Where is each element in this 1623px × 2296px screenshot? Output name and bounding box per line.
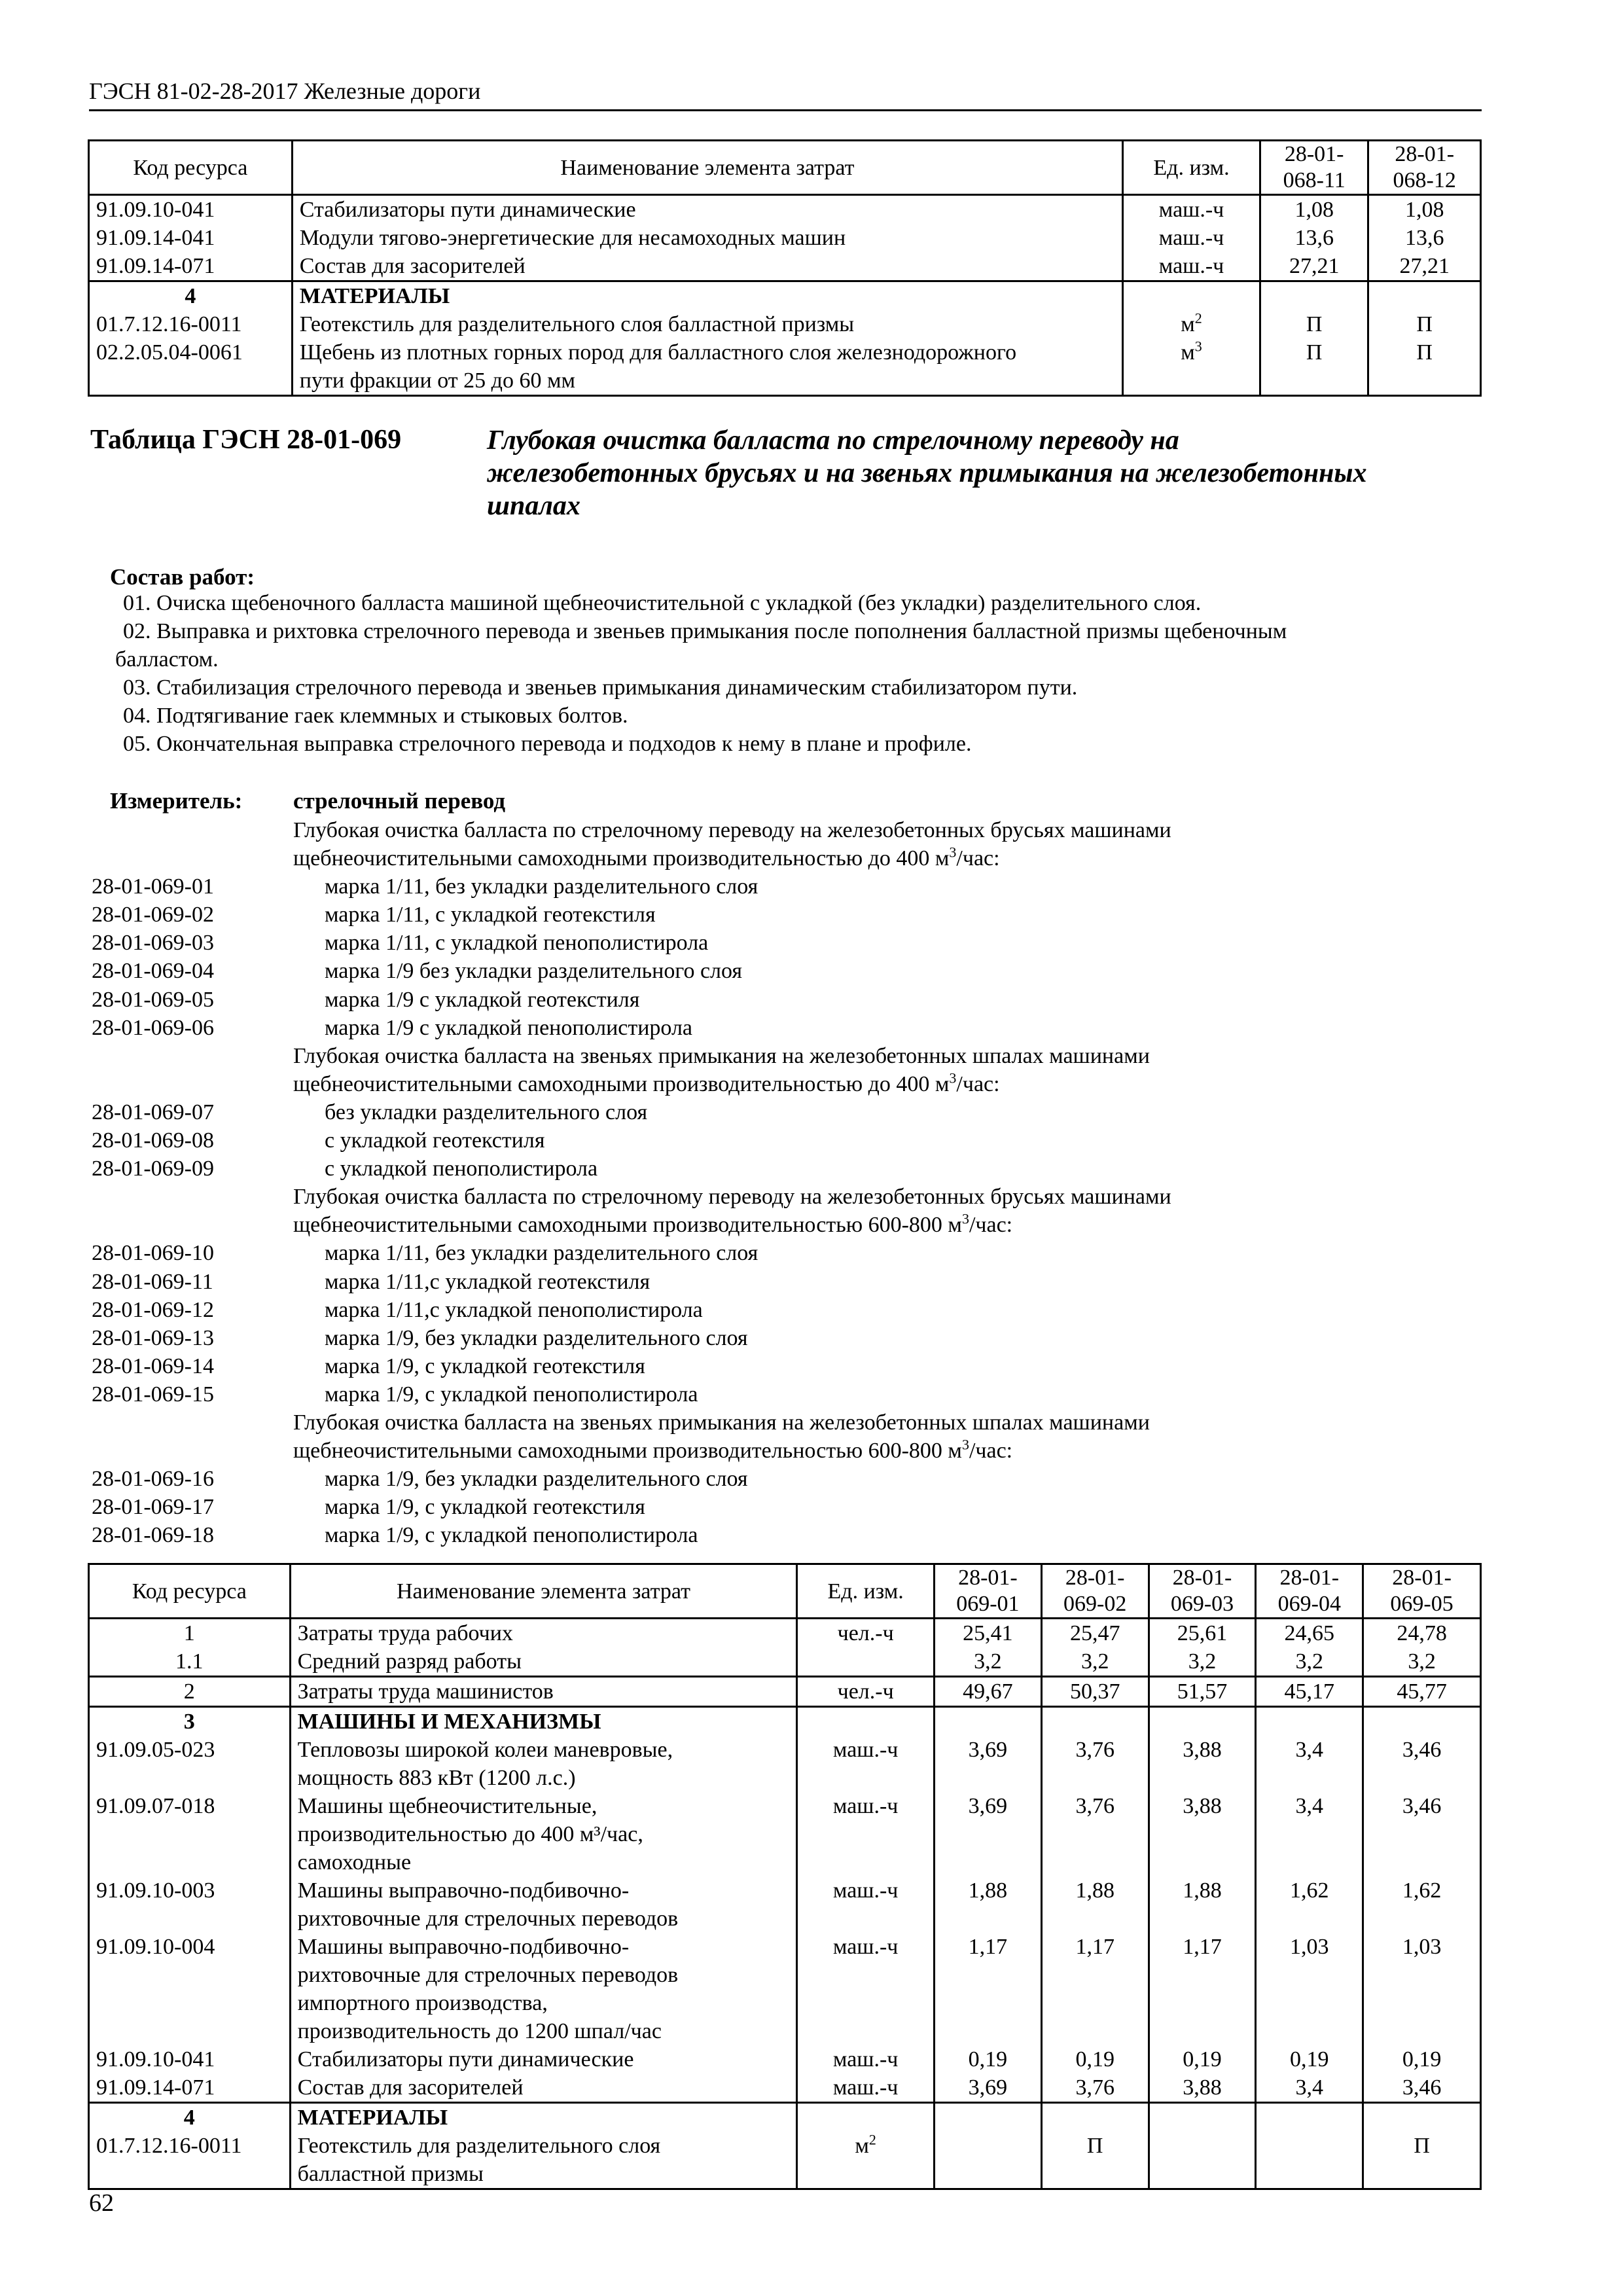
measure-item	[92, 1465, 1479, 1493]
list-item: 05. Окончательная выправка стрелочного перевода и подходов к нему в плане и профиле.	[123, 732, 972, 756]
section-row: 4 МАТЕРИАЛЫ	[89, 2103, 1481, 2132]
col-header-unit: Ед. изм.	[797, 1564, 935, 1619]
table-row: 91.09.14-071 Состав для засорителей маш.-ч 3,69 3,76 3,88 3,4 3,46	[89, 2073, 1481, 2103]
header-rule	[89, 109, 1482, 111]
measure-text: марка 1/9, с укладкой пенополистирола	[325, 1523, 698, 1548]
measure-item	[92, 872, 1479, 901]
table-row: 1.1 Средний разряд работы 3,2 3,2 3,2 3,2 3,2	[89, 1647, 1481, 1677]
measure-code: 28-01-069-03	[92, 931, 214, 956]
col-header-068-11: 28-01- 068-11	[1260, 141, 1368, 195]
col-header-068-12: 28-01- 068-12	[1368, 141, 1481, 195]
col-header-unit: Ед. изм.	[1123, 141, 1260, 195]
measure-text: марка 1/11,с укладкой геотекстиля	[325, 1269, 651, 1294]
table-row: 91.09.14-071 Состав для засорителей маш.-ч 27,21 27,21	[89, 252, 1481, 281]
measure-text: Глубокая очистка балласта по стрелочному переводу на железобетонных брусьях машинами	[293, 1185, 1171, 1210]
resource-table-068	[88, 139, 1482, 397]
measure-text: Глубокая очистка балласта по стрелочному переводу на железобетонных брусьях машинами	[293, 818, 1171, 842]
measure-group-line	[92, 1211, 1479, 1239]
measure-item	[92, 986, 1479, 1014]
measure-code: 28-01-069-02	[92, 903, 214, 927]
measure-code: 28-01-069-14	[92, 1354, 214, 1378]
list-item: 04. Подтягивание гаек клеммных и стыковых болтов.	[123, 704, 628, 728]
measure-text: марка 1/9, без укладки разделительного слоя	[325, 1467, 748, 1492]
table-row: 01.7.12.16-0011 Геотекстиль для разделительного слоя балластной призмы $м^2$ П П	[89, 2132, 1481, 2189]
table-row: 91.09.14-041 Модули тягово-энергетические для несамоходных машин маш.-ч 13,6 13,6	[89, 224, 1481, 252]
measure-code: 28-01-069-09	[92, 1157, 214, 1181]
table-row: 91.09.10-041 Стабилизаторы пути динамические маш.-ч 0,19 0,19 0,19 0,19 0,19	[89, 2045, 1481, 2073]
measure-code: 28-01-069-07	[92, 1100, 214, 1124]
measure-item	[92, 1126, 1479, 1155]
col-header-069-02: 28-01- 069-02	[1041, 1564, 1149, 1619]
measure-group-line	[92, 1408, 1479, 1437]
running-header: ГЭСН 81-02-28-2017 Железные дороги	[89, 78, 481, 104]
col-header-069-01: 28-01- 069-01	[935, 1564, 1042, 1619]
measure-group-line	[92, 1437, 1479, 1465]
measure-code: 28-01-069-04	[92, 959, 214, 984]
measure-text: без укладки разделительного слоя	[325, 1100, 648, 1124]
table-header-row	[89, 141, 1481, 195]
measure-text: Глубокая очистка балласта на звеньях примыкания на железобетонных шпалах машинами	[293, 1043, 1150, 1068]
page-number: 62	[89, 2189, 114, 2217]
measure-text: марка 1/9, с укладкой пенополистирола	[325, 1382, 698, 1407]
measure-group-line	[92, 816, 1479, 844]
col-header-069-03: 28-01- 069-03	[1149, 1564, 1256, 1619]
measure-code: 28-01-069-01	[92, 874, 214, 899]
measure-text: щебнеочистительными самоходными производительностью до 400 $м^3$/час:	[293, 1069, 1000, 1096]
measure-code: 28-01-069-12	[92, 1297, 214, 1322]
table-row: 91.09.07-018 Машины щебнеочистительные, производительностью до 400 м³/час, самоходные маш.-ч 3,69 3,76 3,88 3,4 3,46	[89, 1792, 1481, 1876]
measure-code: 28-01-069-06	[92, 1015, 214, 1040]
measure-code: 28-01-069-17	[92, 1495, 214, 1520]
table-row: 91.09.10-041 Стабилизаторы пути динамические маш.-ч 1,08 1,08	[89, 195, 1481, 224]
col-header-name: Наименование элемента затрат	[290, 1564, 797, 1619]
table-row: 91.09.10-003 Машины выправочно-подбивочно- рихтовочные для стрелочных переводов маш.-ч 1,88 1,88 1,88 1,62 1,62	[89, 1876, 1481, 1933]
section-row-materials: 4 МАТЕРИАЛЫ	[89, 281, 1481, 311]
measure-text: марка 1/9, с укладкой геотекстиля	[325, 1495, 645, 1520]
table-row: 91.09.05-023 Тепловозы широкой колеи маневровые, мощность 883 кВт (1200 л.с.) маш.-ч 3,69 3,76 3,88 3,4 3,46	[89, 1736, 1481, 1792]
measure-item	[92, 1324, 1479, 1352]
measure-text: марка 1/9 с укладкой геотекстиля	[325, 987, 640, 1012]
measure-code: 28-01-069-08	[92, 1128, 214, 1153]
measure-item	[92, 957, 1479, 985]
measure-item	[92, 1380, 1479, 1408]
measure-code: 28-01-069-18	[92, 1523, 214, 1548]
measure-text: марка 1/11, с укладкой пенополистирола	[325, 931, 709, 956]
measure-label: Измеритель:	[110, 788, 243, 814]
measure-text: с укладкой пенополистирола	[325, 1157, 598, 1181]
measure-item	[92, 1352, 1479, 1380]
measure-text: марка 1/9, без укладки разделительного слоя	[325, 1325, 748, 1350]
measure-item	[92, 1268, 1479, 1296]
table-title-label: Таблица ГЭСН 28-01-069	[90, 425, 402, 455]
measure-item	[92, 901, 1479, 929]
col-header-code: Код ресурса	[89, 141, 293, 195]
col-header-code: Код ресурса	[89, 1564, 291, 1619]
composition-list	[115, 589, 1484, 758]
measure-unit: стрелочный перевод	[293, 788, 506, 814]
measure-group-line	[92, 1042, 1479, 1070]
measure-item	[92, 1296, 1479, 1324]
measure-text: марка 1/9 с укладкой пенополистирола	[325, 1015, 693, 1040]
measure-item	[92, 1098, 1479, 1126]
table-row: 91.09.10-004 Машины выправочно-подбивочно- рихтовочные для стрелочных переводов импортного производства, производительность до 1200 шпал/час маш.-ч 1,17 1,17 1,17 1,03 1,03	[89, 1933, 1481, 2045]
measure-code: 28-01-069-13	[92, 1325, 214, 1350]
measure-code: 28-01-069-10	[92, 1241, 214, 1266]
resource-table-069	[88, 1563, 1482, 2190]
list-item: 01. Очиска щебеночного балласта машиной щебнеочистительной с укладкой (без укладки) разделительного слоя.	[123, 591, 1202, 615]
measure-text: щебнеочистительными самоходными производительностью до 400 $м^3$/час:	[293, 844, 1000, 871]
measure-code: 28-01-069-15	[92, 1382, 214, 1407]
measure-item	[92, 1239, 1479, 1267]
measure-text: марка 1/11, с укладкой геотекстиля	[325, 903, 656, 927]
measure-text: марка 1/9, с укладкой геотекстиля	[325, 1354, 645, 1378]
measure-text: щебнеочистительными самоходными производительностью 600-800 $м^3$/час:	[293, 1436, 1013, 1463]
measure-code: 28-01-069-11	[92, 1269, 213, 1294]
measure-item	[92, 1493, 1479, 1521]
measure-text: марка 1/11, без укладки разделительного слоя	[325, 874, 758, 899]
measure-text: марка 1/9 без укладки разделительного слоя	[325, 959, 743, 984]
measure-text: с укладкой геотекстиля	[325, 1128, 545, 1153]
measure-group-line	[92, 1183, 1479, 1211]
measure-text: марка 1/11, без укладки разделительного слоя	[325, 1241, 758, 1266]
table-row: 1 Затраты труда рабочих чел.-ч 25,41 25,47 25,61 24,65 24,78	[89, 1619, 1481, 1648]
table-header-row	[89, 1564, 1481, 1619]
table-row: 02.2.05.04-0061 Щебень из плотных горных пород для балластного слоя железнодорожного пути фракции от 25 до 60 мм $м^3$ П П	[89, 338, 1481, 396]
list-item: балластом.	[115, 647, 219, 672]
measure-text: марка 1/11,с укладкой пенополистирола	[325, 1297, 703, 1322]
table-row: 2 Затраты труда машинистов чел.-ч 49,67 50,37 51,57 45,17 45,77	[89, 1677, 1481, 1707]
table-row: 01.7.12.16-0011 Геотекстиль для разделительного слоя балластной призмы $м^2$ П П	[89, 310, 1481, 338]
measure-code: 28-01-069-05	[92, 987, 214, 1012]
list-item: 03. Стабилизация стрелочного перевода и звеньев примыкания динамическим стабилизатором пути.	[123, 675, 1078, 700]
measure-group-line	[92, 1070, 1479, 1098]
measure-item	[92, 1521, 1479, 1549]
table-title-text: Глубокая очистка балласта по стрелочному переводу на железобетонных брусьях и на звеньях примыкания на железобетонных шпалах	[487, 425, 1367, 521]
measure-item	[92, 1014, 1479, 1042]
measure-text: Глубокая очистка балласта на звеньях примыкания на железобетонных шпалах машинами	[293, 1410, 1150, 1435]
measure-code: 28-01-069-16	[92, 1467, 214, 1492]
col-header-069-05: 28-01- 069-05	[1363, 1564, 1481, 1619]
list-item: 02. Выправка и рихтовка стрелочного перевода и звеньев примыкания после пополнения балластной призмы щебеночным	[123, 619, 1287, 643]
measure-list	[92, 816, 1479, 1549]
measure-group-line	[92, 844, 1479, 872]
col-header-069-04: 28-01- 069-04	[1256, 1564, 1363, 1619]
measure-item	[92, 1155, 1479, 1183]
measure-text: щебнеочистительными самоходными производительностью 600-800 $м^3$/час:	[293, 1210, 1013, 1238]
measure-item	[92, 929, 1479, 957]
section-row: 3 МАШИНЫ И МЕХАНИЗМЫ	[89, 1707, 1481, 1736]
composition-label: Состав работ:	[110, 564, 255, 590]
col-header-name: Наименование элемента затрат	[292, 141, 1122, 195]
